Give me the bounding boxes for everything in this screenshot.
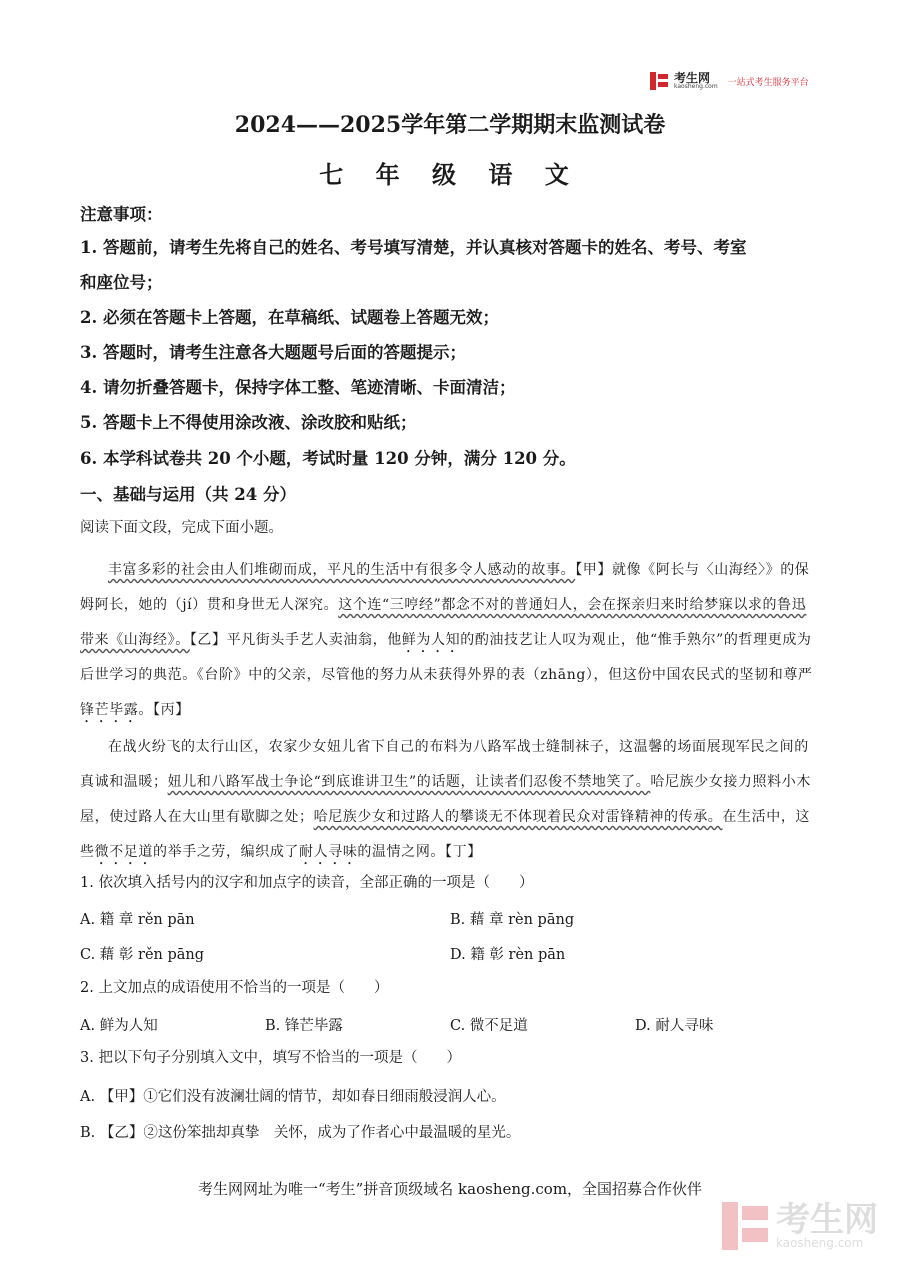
watermark-logo <box>722 1202 878 1250</box>
passage-text: 的酌油技艺让人叹为观止，他“惟手熟尔”的哲理更成为后世学习的典范。《台阶》中的父亲，尽管他的努力从未获得外界的表（zhāng），但这份中国农民式的坚韧和尊严 <box>80 632 813 683</box>
underlined-sentence: 哈尼族少女和过路人的攀谈无不体现着民众对雷锋精神的传承。 <box>313 809 723 825</box>
notice-item: 1. 答题前，请考生先将自己的姓名、考号填写清楚，并认真核对答题卡的姓名、考号、考室 <box>80 238 747 257</box>
option-d: D. 籍 彰 rèn pān <box>450 947 566 963</box>
watermark-domain: kaosheng.com <box>776 1236 864 1250</box>
question-stem: 1. 依次填入括号内的汉字和加点字的读音，全部正确的一项是（ ） <box>80 875 534 891</box>
section-heading: 一、基础与运用（共 24 分） <box>80 485 296 504</box>
passage-text: 在生活中，这些 <box>80 809 811 860</box>
logo-name: 考生网 <box>674 71 711 85</box>
option-b: B. 【乙】②这份笨拙却真挚 关怀，成为了作者心中最温暖的星光。 <box>80 1125 521 1141</box>
passage-text: 【乙】平凡街头手艺人卖油翁，他 <box>189 632 402 648</box>
watermark-name: 考生网 <box>776 1200 878 1240</box>
option-d: D. 耐人寻味 <box>635 1018 714 1034</box>
logo-slogan: 一站式考生服务平台 <box>727 77 809 88</box>
kaosheng-logo-icon <box>650 72 668 90</box>
passage-text: 。【丙】 <box>138 702 190 718</box>
passage-text: 在战火纷飞的太行山区，农家少女妞儿省下自己的布料为八路军战士缝制袜子，这温馨的场面展现军民之间的真诚和温暖； <box>80 739 809 790</box>
passage-text: 的温情之网。【丁】 <box>357 844 482 860</box>
dotted-idiom: 锋芒毕露 <box>80 702 139 718</box>
notice-item: 3. 答题时，请考生注意各大题题号后面的答题提示； <box>80 343 466 362</box>
question-stem: 2. 上文加点的成语使用不恰当的一项是（ ） <box>80 980 389 996</box>
kaosheng-watermark-icon <box>722 1202 768 1250</box>
dotted-idiom: 微不足道 <box>94 844 154 860</box>
option-b: B. 锋芒毕露 <box>265 1018 343 1034</box>
notice-heading: 注意事项： <box>80 205 163 224</box>
notice-item: 4. 请勿折叠答题卡，保持字体工整、笔迹清晰、卡面清洁； <box>80 378 516 397</box>
logo-domain: kaosheng.com <box>674 83 718 90</box>
option-a: A. 【甲】①它们没有波澜壮阔的情节，却如春日细雨般浸润人心。 <box>80 1089 506 1105</box>
option-a: A. 鲜为人知 <box>80 1018 158 1034</box>
notice-item: 6. 本学科试卷共 20 个小题，考试时量 120 分钟，满分 120 分。 <box>80 449 576 468</box>
notice-item: 5. 答题卡上不得使用涂改液、涂改胶和贴纸； <box>80 413 417 432</box>
exam-title: 2024——2025学年第二学期期末监测试卷 <box>234 112 666 138</box>
dotted-idiom: 鲜为人知 <box>401 632 461 648</box>
dotted-idiom: 耐人寻味 <box>299 844 358 860</box>
option-c: C. 微不足道 <box>450 1018 528 1034</box>
underlined-sentence: 丰富多彩的社会由人们堆砌而成，平凡的生活中有很多令人感动的故事。 <box>108 562 576 578</box>
header-logo <box>650 72 809 90</box>
passage-text: 【甲】就像《阿长与〈山海经〉》的保姆阿长，她的（jí）贯和身世无人深究。 <box>80 562 810 613</box>
underlined-sentence: 妞儿和八路军战士争论“到底谁讲卫生”的话题，让读者们忍俊不禁地笑了。 <box>167 774 651 790</box>
passage-paragraph-2 <box>80 730 820 870</box>
passage-paragraph-1 <box>80 553 820 728</box>
page-footer: 考生网网址为唯一“考生”拼音顶级域名 kaosheng.com，全国招募合作伙伴 <box>197 1180 703 1198</box>
option-a: A. 籍 章 rěn pān <box>80 912 195 928</box>
notice-item: 2. 必须在答题卡上答题，在草稿纸、试题卷上答题无效； <box>80 308 499 327</box>
notice-item: 和座位号； <box>80 273 163 292</box>
passage-text: 哈尼族少女接力照料小木屋，使过路人在大山里有歇脚之处； <box>80 774 811 825</box>
section-instruction: 阅读下面文段，完成下面小题。 <box>80 520 283 536</box>
question-stem: 3. 把以下句子分别填入文中，填写不恰当的一项是（ ） <box>80 1050 461 1066</box>
option-b: B. 藉 章 rèn pāng <box>450 912 575 928</box>
passage-text: 的举手之劳，编织成了 <box>153 844 300 860</box>
underlined-sentence: 这个连“三哼经”都念不对的普通妇人，会在探亲归来时给梦寐以求的鲁迅带来《山海经》。 <box>80 597 807 648</box>
exam-subject: 七 年 级 语 文 <box>319 160 581 189</box>
option-c: C. 藉 彰 rěn pāng <box>80 947 205 963</box>
